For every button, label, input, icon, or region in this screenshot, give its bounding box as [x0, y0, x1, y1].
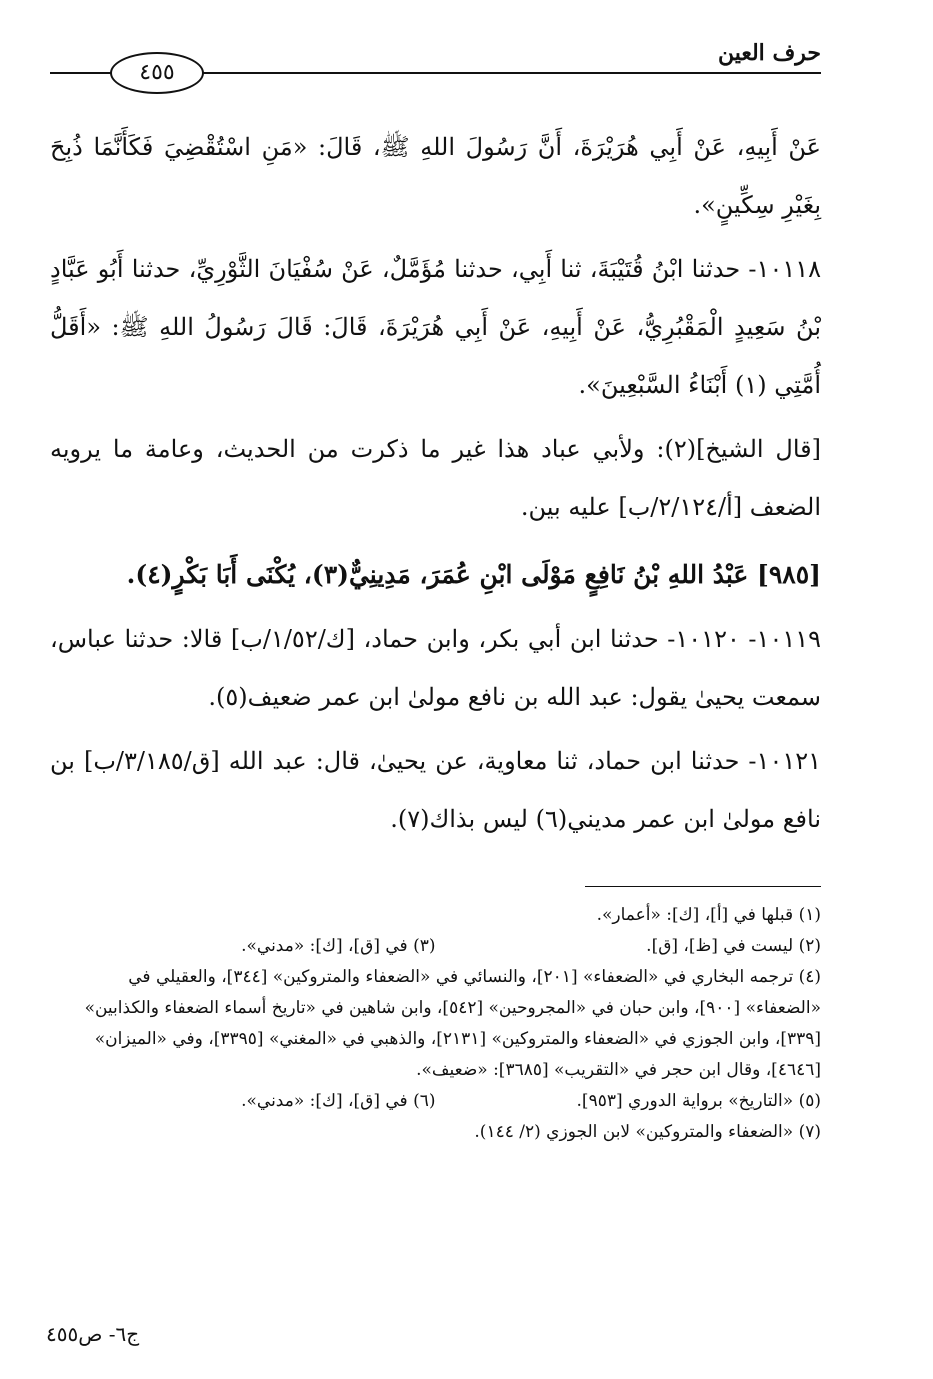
footnote-separator [585, 886, 821, 887]
footnote-row-5-6 [50, 1086, 821, 1117]
page-header [50, 40, 821, 85]
paragraph-hadith-1: عَنْ أَبِيهِ، عَنْ أَبِي هُرَيْرَةَ، أَنَّ رَسُولَ اللهِ ﷺ، قَالَ: «مَنِ اسْتُقْضِيَ فَكَأَنَّمَا ذُبِحَ بِغَيْرِ سِكِّينٍ». [50, 133, 821, 219]
paragraph-sheikh-comment: [قال الشيخ](٢): ولأبي عباد هذا غير ما ذكرت من الحديث، وعامة ما يرويه الضعف [أ/٢/١٢٤/ب] عليه بين. [50, 435, 821, 521]
footnote-7: (٧) «الضعفاء والمتروكين» لابن الجوزي (٢/ ١٤٤). [474, 1122, 821, 1142]
footnote-1: (١) قبلها في [أ]، [ك]: «أعمار». [596, 905, 821, 925]
paragraph-hadith-10121: ١٠١٢١- حدثنا ابن حماد، ثنا معاوية، عن يحيىٰ، قال: عبد الله [ق/٣/١٨٥/ب] بن نافع مولىٰ ابن عمر مديني(٦) ليس بذاك(٧). [50, 747, 821, 833]
paragraph-hadith-10119: ١٠١١٩- ١٠١٢٠- حدثنا ابن أبي بكر، وابن حماد، [ك/١/٥٢/ب] قالا: حدثنا عباس، سمعت يحيىٰ يقول: عبد الله بن نافع مولىٰ ابن عمر ضعيف(٥). [50, 625, 821, 711]
footnote-2: (٢) ليست في [ظ]، [ق]. [646, 936, 821, 956]
footnotes [50, 900, 821, 1148]
footnote-6: (٦) في [ق]، [ك]: «مدني». [241, 1091, 436, 1111]
chapter-title: حرف العين [717, 40, 821, 66]
volume-page-label: ج٦- ص٤٥٥ [46, 1322, 140, 1346]
page-number-oval: ٤٥٥ [110, 52, 204, 94]
main-text [50, 118, 821, 854]
footnote-3: (٣) في [ق]، [ك]: «مدني». [241, 936, 436, 956]
paragraph-hadith-10118: ١٠١١٨- حدثنا ابْنُ قُتَيْبَةَ، ثنا أَبِي، حدثنا مُؤَمَّلٌ، عَنْ سُفْيَانَ الثَّوْرِيِّ، حدثنا أَبُو عَبَّادٍ بْنُ سَعِيدٍ الْمَقْبُرِيُّ، عَنْ أَبِيهِ، عَنْ أَبِي هُرَيْرَةَ، قَالَ: قَالَ رَسُولُ اللهِ ﷺ: «أَقَلُّ أُمَّتِي (١) أَبْنَاءُ السَّبْعِينَ». [50, 255, 821, 399]
footnote-row-2-3 [50, 931, 821, 962]
footnote-4: (٤) ترجمه البخاري في «الضعفاء» [٢٠١]، والنسائي في «الضعفاء والمتروكين» [٣٤٤]، والعقيلي في «الضعفاء» [٩٠٠]، وابن حبان في «المجروحين» [٥٤٢]، وابن شاهين في «تاريخ أسماء الضعفاء والكذابين» [٣٣٩]، وابن الجوزي في «الضعفاء والمتروكين» [٢١٣١]، والذهبي في «المغني» [٣٣٩٥]، وفي «الميزان» [٤٦٤٦]، وقال ابن حجر في «التقريب» [٣٦٨٥]: «ضعيف». [84, 967, 821, 1080]
entry-heading-985: [٩٨٥] عَبْدُ اللهِ بْنُ نَافِعٍ مَوْلَى ابْنِ عُمَرَ، مَدِينِيٌّ(٣)، يُكْنَى أَبَا بَكْرٍ(٤). [126, 560, 821, 589]
footnote-5: (٥) «التاريخ» برواية الدوري [٩٥٣]. [576, 1091, 821, 1111]
